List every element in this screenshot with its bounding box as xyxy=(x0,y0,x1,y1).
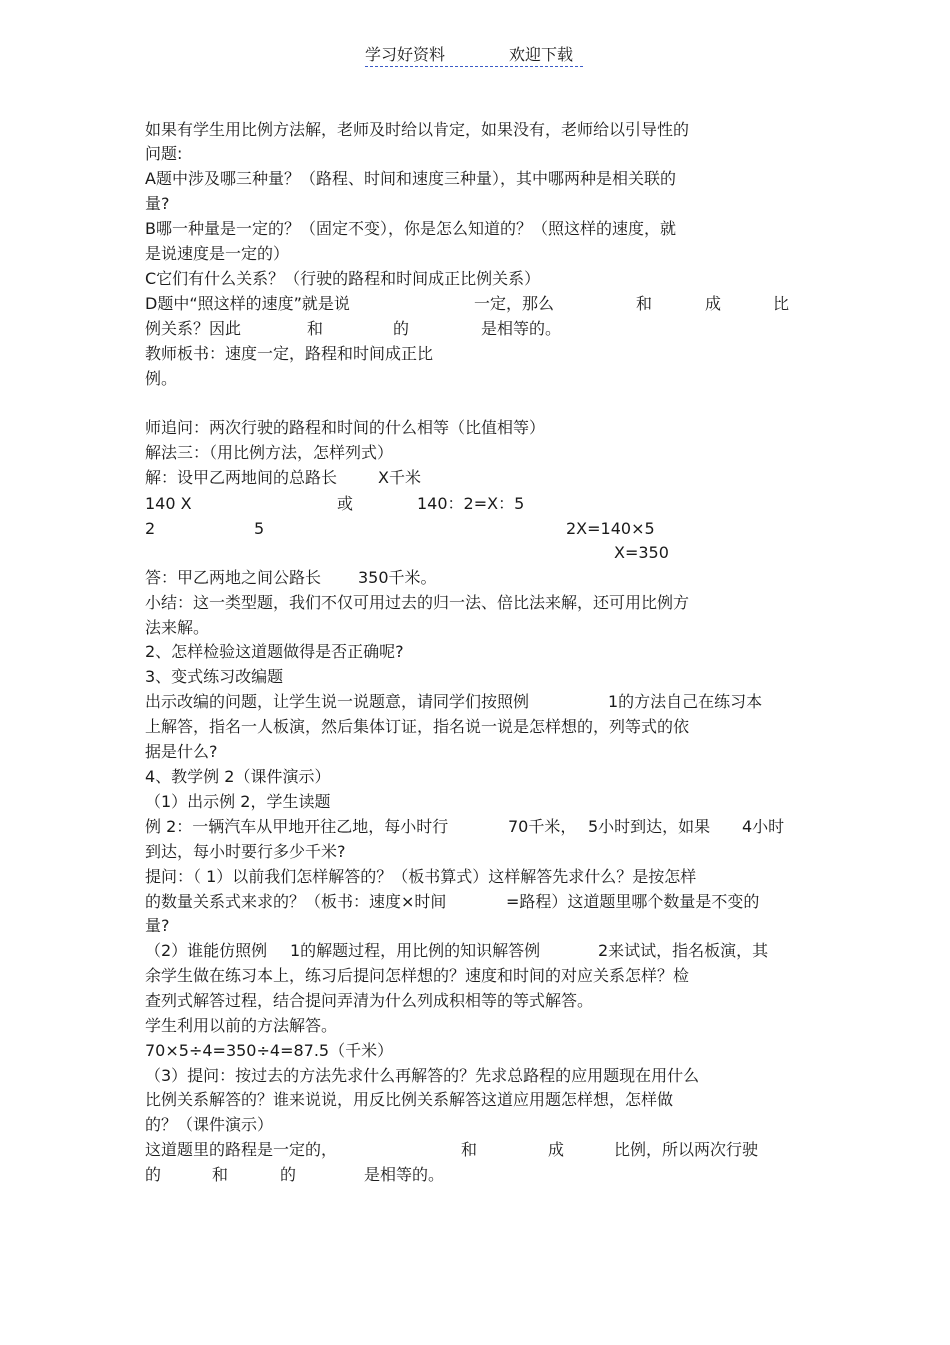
equation-text: X=350 xyxy=(614,543,669,562)
text-line: 成 xyxy=(705,294,722,313)
text-line: D题中“照这样的速度”就是说 xyxy=(145,294,350,313)
text-line: 量? xyxy=(145,916,170,935)
text-line: 1的方法自己在练习本 xyxy=(608,692,763,711)
text-line: 2来试试，指名板演，其 xyxy=(598,941,769,960)
text-line: 查列式解答过程，结合提问弄清为什么列成积相等的等式解答。 xyxy=(145,991,594,1010)
equation-text: 2 xyxy=(145,519,156,538)
text-line: 和 xyxy=(307,319,324,338)
page-header xyxy=(365,42,583,67)
text-line: 学生利用以前的方法解答。 xyxy=(145,1016,338,1035)
text-line: 余学生做在练习本上，练习后提问怎样想的？速度和时间的对应关系怎样？检 xyxy=(145,966,690,985)
text-line: 答：甲乙两地之间公路长 xyxy=(145,568,322,587)
text-line: 是说速度是一定的） xyxy=(145,244,290,263)
text-line: 一定，那么 xyxy=(474,294,555,313)
text-line: 2、怎样检验这道题做得是否正确呢? xyxy=(145,642,404,661)
text-line: 5小时到达，如果 xyxy=(588,817,711,836)
text-line: 教师板书：速度一定，路程和时间成正比 xyxy=(145,344,434,363)
text-line: 成 xyxy=(548,1140,565,1159)
equation-text: 140：2=X：5 xyxy=(417,494,525,513)
text-line: 例。 xyxy=(145,369,178,388)
header-left-text: 学习好资料 xyxy=(365,45,446,64)
text-line: 70千米， xyxy=(508,817,577,836)
text-line: 3、变式练习改编题 xyxy=(145,667,284,686)
text-line: （3）提问：按过去的方法先求什么再解答的？先求总路程的应用题现在用什么 xyxy=(145,1066,700,1085)
text-line: =路程）这道题里哪个数量是不变的 xyxy=(506,892,760,911)
text-line: 的？（课件演示） xyxy=(145,1115,274,1134)
text-line: 这道题里的路程是一定的， xyxy=(145,1140,338,1159)
text-line: 4小时 xyxy=(742,817,785,836)
text-line: 和 xyxy=(461,1140,478,1159)
text-line: 4、教学例 2（课件演示） xyxy=(145,767,331,786)
text-line: 如果有学生用比例方法解，老师及时给以肯定，如果没有，老师给以引导性的 xyxy=(145,120,690,139)
text-line: 350千米。 xyxy=(358,568,437,587)
text-line: 解法三：（用比例方法，怎样列式） xyxy=(145,443,394,462)
text-line: 提问：（ 1）以前我们怎样解答的？（板书算式）这样解答先求什么？是按怎样 xyxy=(145,867,697,886)
text-line: 的 xyxy=(280,1165,297,1184)
text-line: 比例，所以两次行驶 xyxy=(614,1140,759,1159)
text-line: 的数量关系式来求的？（板书：速度×时间 xyxy=(145,892,447,911)
text-line: 例关系？因此 xyxy=(145,319,242,338)
text-line: 出示改编的问题，让学生说一说题意，请同学们按照例 xyxy=(145,692,530,711)
text-line: X千米 xyxy=(378,468,421,487)
text-line: 师追问：两次行驶的路程和时间的什么相等（比值相等） xyxy=(145,418,546,437)
text-line: 和 xyxy=(636,294,653,313)
text-line: C它们有什么关系？（行驶的路程和时间成正比例关系） xyxy=(145,269,541,288)
text-line: 量? xyxy=(145,194,170,213)
text-line: 解：设甲乙两地间的总路长 xyxy=(145,468,338,487)
text-line: （2）谁能仿照例 xyxy=(145,941,268,960)
text-line: 法来解。 xyxy=(145,618,210,637)
equation-text: 或 xyxy=(337,494,354,513)
text-line: 上解答，指名一人板演，然后集体订证，指名说一说是怎样想的，列等式的依 xyxy=(145,717,690,736)
equation-text: 5 xyxy=(254,519,265,538)
text-line: A题中涉及哪三种量？（路程、时间和速度三种量），其中哪两种是相关联的 xyxy=(145,169,676,188)
text-line: 的 xyxy=(393,319,410,338)
text-line: 比 xyxy=(773,294,790,313)
text-line: 到达，每小时要行多少千米? xyxy=(145,842,346,861)
text-line: 是相等的。 xyxy=(364,1165,445,1184)
text-line: B哪一种量是一定的？（固定不变），你是怎么知道的？（照这样的速度，就 xyxy=(145,219,676,238)
text-line: 的 xyxy=(145,1165,162,1184)
text-line: 比例关系解答的？谁来说说，用反比例关系解答这道应用题怎样想，怎样做 xyxy=(145,1090,674,1109)
header-right-text: 欢迎下载 xyxy=(509,45,574,64)
equation-text: 2X=140×5 xyxy=(566,519,655,538)
text-line: （1）出示例 2，学生读题 xyxy=(145,792,331,811)
text-line: 例 2：一辆汽车从甲地开往乙地，每小时行 xyxy=(145,817,449,836)
text-line: 1的解题过程，用比例的知识解答例 xyxy=(290,941,541,960)
equation-text: 140 X xyxy=(145,494,192,513)
calculation-line: 70×5÷4=350÷4=87.5（千米） xyxy=(145,1041,394,1060)
text-line: 是相等的。 xyxy=(481,319,562,338)
text-line: 据是什么? xyxy=(145,742,218,761)
text-line: 问题: xyxy=(145,144,183,163)
text-line: 和 xyxy=(212,1165,229,1184)
text-line: 小结：这一类型题，我们不仅可用过去的归一法、倍比法来解，还可用比例方 xyxy=(145,593,690,612)
